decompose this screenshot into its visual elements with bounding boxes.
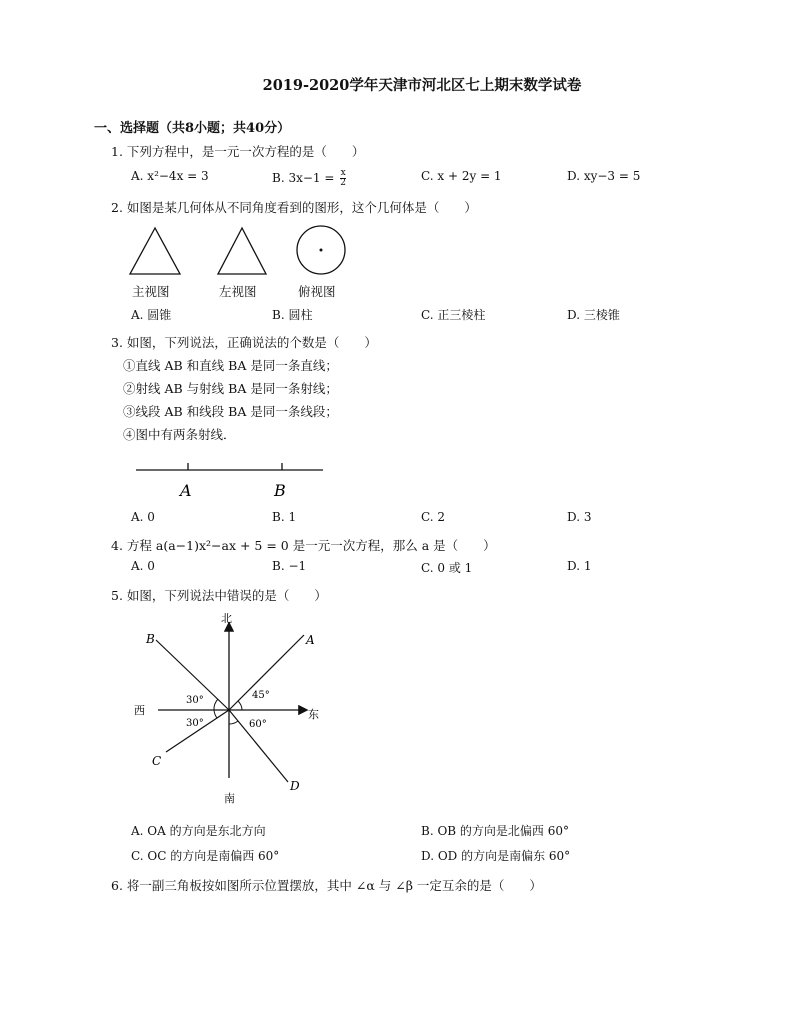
south-label: 南 <box>224 792 235 805</box>
front-view-triangle <box>130 228 180 274</box>
angle-arc-bow <box>214 699 218 710</box>
q4-option-c: C. 0 或 1 <box>421 561 473 575</box>
angle-arc-aoe <box>238 701 242 710</box>
angle-label-cow: 30° <box>186 718 204 729</box>
top-view-label: 俯视图 <box>298 284 336 299</box>
q1-option-b-lhs: B. 3x−1 = <box>272 171 335 185</box>
east-label: 东 <box>308 708 319 721</box>
q3-option-a: A. 0 <box>131 510 155 524</box>
north-label: 北 <box>221 612 232 625</box>
q4-option-b: B. −1 <box>272 559 307 573</box>
ray-a-label: A <box>306 633 315 647</box>
left-view-label: 左视图 <box>219 284 257 299</box>
q5-stem: 5. 如图，下列说法中错误的是（ ） <box>111 588 327 603</box>
q2-stem: 2. 如图是某几何体从不同角度看到的图形，这个几何体是（ ） <box>111 200 477 215</box>
q4-option-d: D. 1 <box>567 559 592 573</box>
q1-stem: 1. 下列方程中，是一元一次方程的是（ ） <box>111 144 365 159</box>
q5-compass-figure <box>126 610 326 810</box>
q3-line-figure <box>130 458 330 502</box>
q2-option-c: C. 正三棱柱 <box>421 308 486 322</box>
angle-label-dos: 60° <box>249 719 267 730</box>
q3-statement-1: ①直线 AB 和直线 BA 是同一条直线； <box>123 358 338 373</box>
q4-option-a: A. 0 <box>131 559 155 573</box>
q3-option-c: C. 2 <box>421 510 446 524</box>
q1-option-b-fraction <box>340 169 346 188</box>
point-a-label: A <box>180 481 192 500</box>
q3-statement-3: ③线段 AB 和线段 BA 是同一条线段； <box>123 404 338 419</box>
q3-option-d: D. 3 <box>567 510 592 524</box>
angle-arc-cow <box>214 710 217 718</box>
q5-option-a: A. OA 的方向是东北方向 <box>131 824 266 838</box>
q5-option-d: D. OD 的方向是南偏东 60° <box>421 849 571 863</box>
q1-option-b <box>272 169 346 188</box>
top-view-center-dot <box>320 249 323 252</box>
page-title: 2019-2020学年天津市河北区七上期末数学试卷 <box>262 77 582 94</box>
q3-statement-2: ②射线 AB 与射线 BA 是同一条射线； <box>123 381 338 396</box>
ray-oc <box>166 710 229 752</box>
section-heading: 一、选择题（共8小题；共40分） <box>94 121 291 136</box>
ray-d-label: D <box>290 779 300 793</box>
q5-option-c: C. OC 的方向是南偏西 60° <box>131 849 280 863</box>
west-label: 西 <box>134 704 145 717</box>
left-view-triangle <box>218 228 266 274</box>
q2-option-d: D. 三棱锥 <box>567 308 620 322</box>
front-view-label: 主视图 <box>132 284 170 299</box>
q2-three-views-figure <box>120 222 360 284</box>
ray-c-label: C <box>152 754 162 768</box>
q2-option-b: B. 圆柱 <box>272 308 313 322</box>
angle-label-bow: 30° <box>186 695 204 706</box>
ray-b-label: B <box>146 632 155 646</box>
point-b-label: B <box>274 481 286 500</box>
q4-stem: 4. 方程 a(a−1)x²−ax + 5 = 0 是一元一次方程，那么 a 是（ ） <box>111 538 496 553</box>
q1-option-a: A. x²−4x = 3 <box>131 169 209 183</box>
q3-stem: 3. 如图，下列说法，正确说法的个数是（ ） <box>111 335 377 350</box>
q6-stem: 6. 将一副三角板按如图所示位置摆放，其中 ∠α 与 ∠β 一定互余的是（ ） <box>111 878 542 893</box>
q1-option-d: D. xy−3 = 5 <box>567 169 641 183</box>
q2-option-a: A. 圆锥 <box>131 308 172 322</box>
angle-label-aoe: 45° <box>252 690 270 701</box>
angle-arc-dos <box>229 721 238 724</box>
q1-option-c: C. x + 2y = 1 <box>421 169 502 183</box>
q5-option-b: B. OB 的方向是北偏西 60° <box>421 824 570 838</box>
q1-option-b-numerator: x <box>340 168 346 178</box>
q3-option-b: B. 1 <box>272 510 297 524</box>
q3-statement-4: ④图中有两条射线． <box>123 427 236 442</box>
q1-option-b-denominator: 2 <box>340 178 346 188</box>
